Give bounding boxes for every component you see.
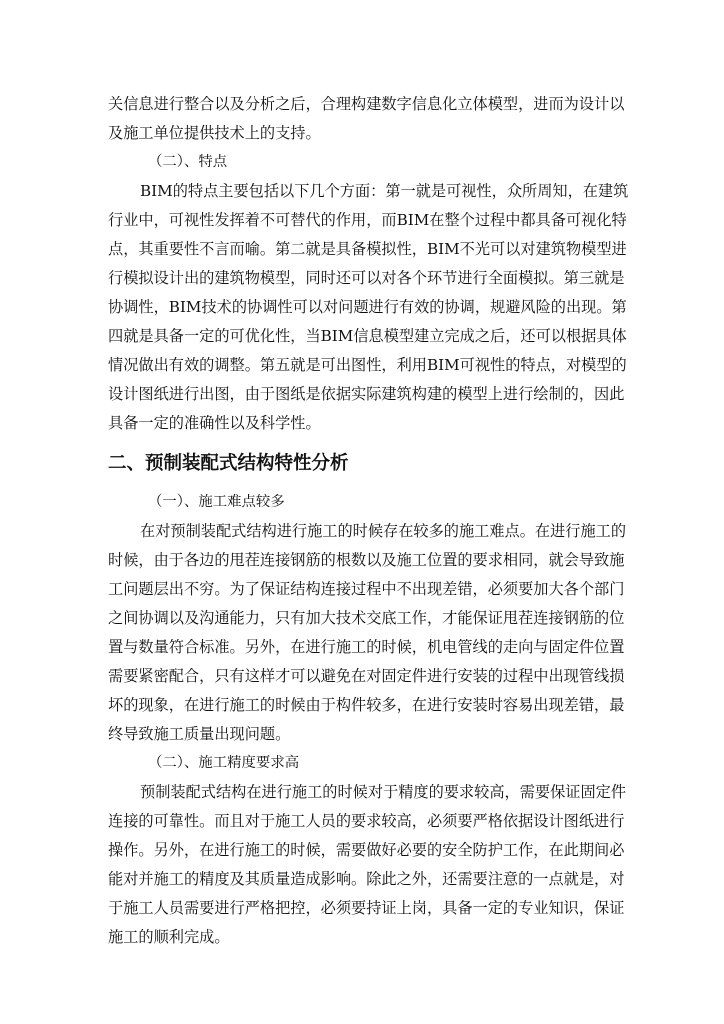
paragraph-line: 置与数量符合标准。另外，在进行施工的时候，机电管线的走向与固定件位置 [108,638,625,656]
paragraph-line: 点，其重要性不言而喻。第二就是具备模拟性，BIM不光可以对建筑物模型进 [108,240,627,258]
paragraph-line: 预制装配式结构在进行施工的时候对于精度的要求较高，需要保证固定件 [140,783,626,801]
paragraph-line: 协调性，BIM技术的协调性可以对问题进行有效的协调，规避风险的出现。第 [108,298,627,316]
paragraph-line: 在对预制装配式结构进行施工的时候存在较多的施工难点。在进行施工的 [140,522,626,540]
paragraph-line: 行业中，可视性发挥着不可替代的作用，而BIM在整个过程中都具备可视化特 [108,211,627,229]
subsection-title-difficulties: （一）、施工难点较多 [148,494,285,510]
paragraph-line: 于施工人员需要进行严格把控，必须要持证上岗，具备一定的专业知识，保证 [108,899,625,917]
paragraph-line: 四就是具备一定的可优化性，当BIM信息模型建立完成之后，还可以根据具体 [108,327,627,345]
paragraph-line: 操作。另外，在进行施工的时候，需要做好必要的安全防护工作，在此期间必 [108,841,625,859]
paragraph-line: 能对并施工的精度及其质量造成影响。除此之外，还需要注意的一点就是，对 [108,870,625,888]
document-page [108,90,629,952]
paragraph-line: 设计图纸进行出图，由于图纸是依据实际建筑构建的模型上进行绘制的，因此 [108,385,625,403]
paragraph-line: 具备一定的准确性以及科学性。 [108,414,321,432]
paragraph-line: 终导致施工质量出现问题。 [108,725,291,743]
paragraph-line: 施工的顺利完成。 [108,928,230,946]
paragraph-line: BIM的特点主要包括以下几个方面：第一就是可视性，众所周知，在建筑 [140,182,629,200]
section-heading: 二、预制装配式结构特性分析 [108,453,349,474]
paragraph-line: 之间协调以及沟通能力，只有加大技术交底工作，才能保证甩茬连接钢筋的位 [108,609,625,627]
paragraph-line: 时候，由于各边的甩茬连接钢筋的根数以及施工位置的要求相同，就会导致施 [108,551,625,569]
paragraph-line: 连接的可靠性。而且对于施工人员的要求较高，必须要严格依据设计图纸进行 [108,812,625,830]
subsection-title-features: （二）、特点 [148,154,228,170]
paragraph-line: 坏的现象，在进行施工的时候由于构件较多，在进行安装时容易出现差错，最 [108,696,625,714]
paragraph-line: 关信息进行整合以及分析之后，合理构建数字信息化立体模型，进而为设计以 [108,95,625,113]
paragraph-line: 及施工单位提供技术上的支持。 [108,124,321,142]
paragraph-line: 工问题层出不穷。为了保证结构连接过程中不出现差错，必须要加大各个部门 [108,580,625,598]
paragraph-line: 行模拟设计出的建筑物模型，同时还可以对各个环节进行全面模拟。第三就是 [108,269,625,287]
subsection-title-precision: （二）、施工精度要求高 [148,755,300,771]
paragraph-line: 需要紧密配合，只有这样才可以避免在对固定件进行安装的过程中出现管线损 [108,667,625,685]
paragraph-line: 情况做出有效的调整。第五就是可出图性，利用BIM可视性的特点，对模型的 [108,356,627,374]
